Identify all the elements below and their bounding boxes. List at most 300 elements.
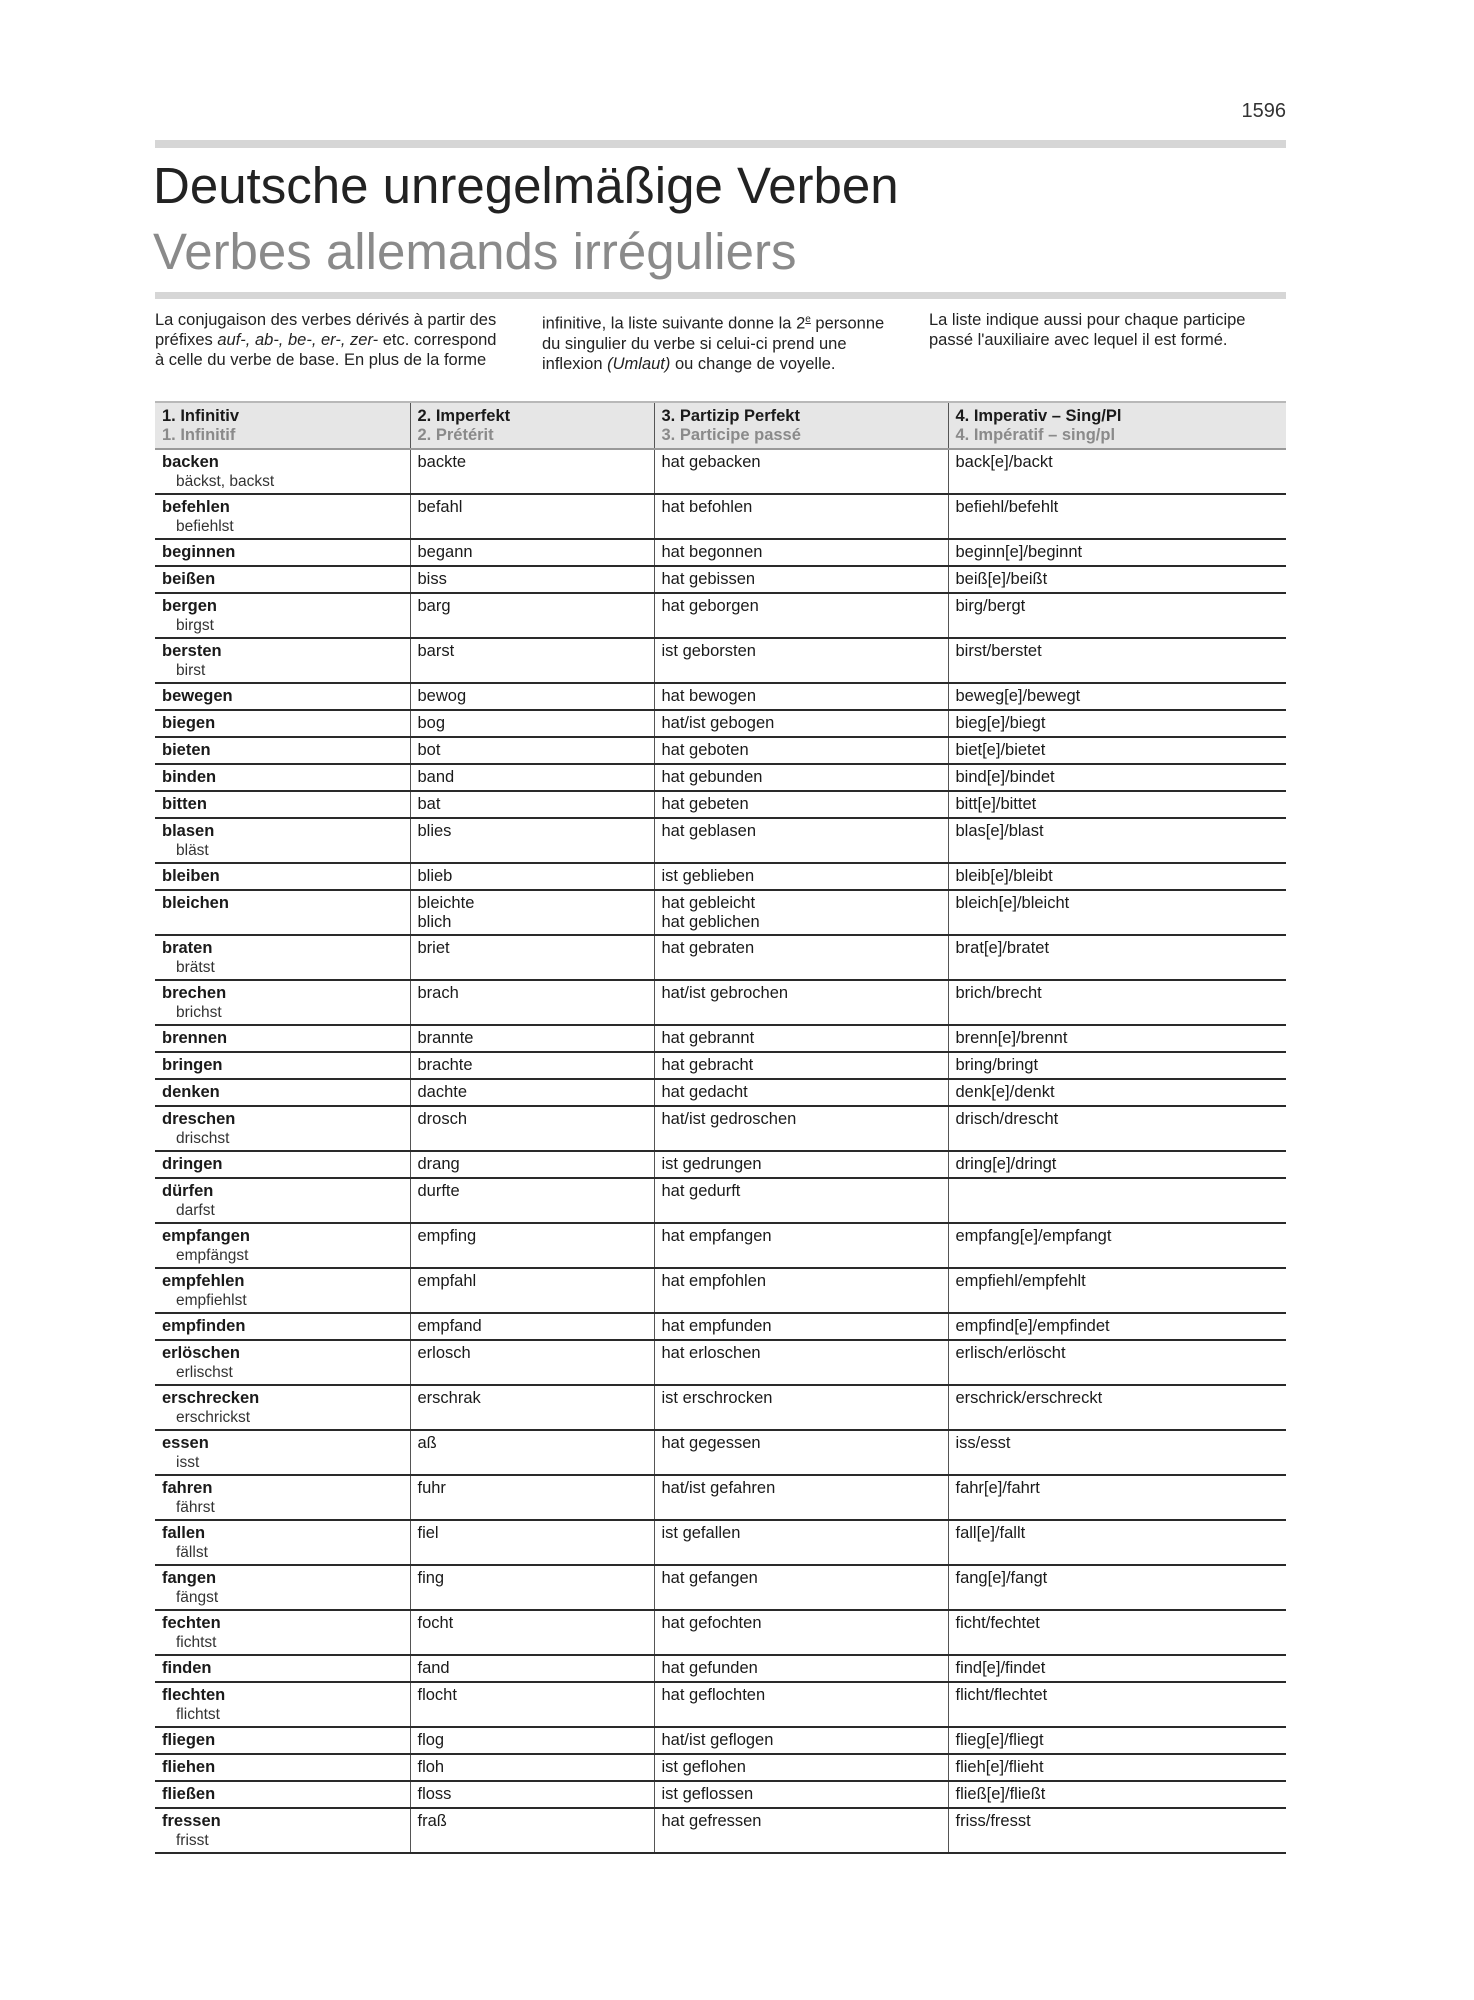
- page-title-german: Deutsche unregelmäßige Verben: [153, 157, 899, 214]
- imperfect-form: erlosch: [417, 1344, 471, 1362]
- table-row: [155, 818, 1286, 863]
- table-row: [155, 1025, 1286, 1052]
- cell-imperative: [948, 980, 1286, 1025]
- cell-imperative: [948, 737, 1286, 764]
- cell-infinitive: [155, 1178, 410, 1223]
- cell-infinitive: [155, 1025, 410, 1052]
- cell-infinitive: [155, 980, 410, 1025]
- cell-imperfect: [410, 449, 654, 494]
- imperative-form: iss/esst: [955, 1434, 1011, 1452]
- cell-infinitive: [155, 539, 410, 566]
- participle-form: hat gebleicht: [661, 894, 756, 912]
- cell-imperative: [948, 1106, 1286, 1151]
- cell-infinitive: [155, 1475, 410, 1520]
- cell-imperative: [948, 1610, 1286, 1655]
- intro-text-part: La conjugaison des verbes dérivés à partir des préfixes: [155, 311, 497, 349]
- cell-infinitive: [155, 1268, 410, 1313]
- imperfect-form: dachte: [417, 1083, 468, 1101]
- table-row: [155, 1754, 1286, 1781]
- cell-infinitive: [155, 1781, 410, 1808]
- table-row: [155, 449, 1286, 494]
- imperative-form: flicht/flechtet: [955, 1686, 1048, 1704]
- table-row: [155, 863, 1286, 890]
- table-row: [155, 1268, 1286, 1313]
- cell-imperfect: [410, 683, 654, 710]
- table-row: [155, 935, 1286, 980]
- cell-infinitive: [155, 1655, 410, 1682]
- cell-imperfect: [410, 1151, 654, 1178]
- cell-participle: [654, 764, 948, 791]
- table-row: [155, 1052, 1286, 1079]
- table-row: [155, 1106, 1286, 1151]
- cell-imperfect: [410, 980, 654, 1025]
- cell-infinitive: [155, 1610, 410, 1655]
- imperfect-form: briet: [417, 939, 450, 957]
- imperfect-form: drosch: [417, 1110, 468, 1128]
- cell-imperfect: [410, 1106, 654, 1151]
- verb-infinitive: flechten: [162, 1686, 226, 1704]
- cell-infinitive: [155, 1754, 410, 1781]
- verb-infinitive: brennen: [162, 1029, 228, 1047]
- cell-participle: [654, 863, 948, 890]
- cell-infinitive: [155, 1520, 410, 1565]
- cell-participle: [654, 980, 948, 1025]
- intro-column-3: La liste indique aussi pour chaque participe passé l'auxiliaire avec lequel il est formé.: [929, 311, 1246, 349]
- verb-infinitive: bleichen: [162, 894, 229, 912]
- cell-participle: [654, 935, 948, 980]
- verb-second-person: empfängst: [176, 1247, 249, 1264]
- cell-imperfect: [410, 494, 654, 539]
- cell-imperative: [948, 1754, 1286, 1781]
- cell-imperative: [948, 1565, 1286, 1610]
- imperfect-form: erschrak: [417, 1389, 481, 1407]
- intro-superscript: e: [805, 314, 811, 325]
- cell-imperative: [948, 764, 1286, 791]
- table-row: [155, 1610, 1286, 1655]
- participle-form: hat erloschen: [661, 1344, 761, 1362]
- imperfect-form: empfand: [417, 1317, 482, 1335]
- table-row: [155, 1808, 1286, 1853]
- cell-imperative: [948, 1052, 1286, 1079]
- participle-form: hat gebracht: [661, 1056, 754, 1074]
- cell-participle: [654, 638, 948, 683]
- table-row: [155, 1385, 1286, 1430]
- verb-infinitive: bitten: [162, 795, 207, 813]
- imperative-form: bitt[e]/bittet: [955, 795, 1037, 813]
- imperative-form: beiß[e]/beißt: [955, 570, 1048, 588]
- imperative-form: befiehl/befehlt: [955, 498, 1059, 516]
- verb-infinitive: empfinden: [162, 1317, 246, 1335]
- imperative-form: back[e]/backt: [955, 453, 1053, 471]
- imperative-form: bieg[e]/biegt: [955, 714, 1046, 732]
- table-row: [155, 1178, 1286, 1223]
- header-imperative: [948, 402, 1286, 449]
- cell-infinitive: [155, 710, 410, 737]
- cell-imperative: [948, 1151, 1286, 1178]
- cell-participle: [654, 683, 948, 710]
- cell-imperfect: [410, 1025, 654, 1052]
- imperfect-form: blich: [417, 913, 452, 931]
- participle-form: hat gebissen: [661, 570, 756, 588]
- cell-imperative: [948, 1682, 1286, 1727]
- cell-imperative: [948, 935, 1286, 980]
- table-row: [155, 1655, 1286, 1682]
- imperative-form: empfiehl/empfehlt: [955, 1272, 1086, 1290]
- verb-infinitive: biegen: [162, 714, 216, 732]
- cell-imperative: [948, 1430, 1286, 1475]
- cell-infinitive: [155, 890, 410, 935]
- header-fr: 1. Infinitif: [162, 426, 236, 444]
- participle-form: hat gefressen: [661, 1812, 762, 1830]
- cell-participle: [654, 1385, 948, 1430]
- table-row: [155, 1340, 1286, 1385]
- table-row: [155, 494, 1286, 539]
- table-row: [155, 1223, 1286, 1268]
- participle-form: hat empfangen: [661, 1227, 772, 1245]
- cell-participle: [654, 1754, 948, 1781]
- verb-second-person: erlischst: [176, 1364, 233, 1381]
- intro-text: [155, 310, 1286, 374]
- imperfect-form: fraß: [417, 1812, 447, 1830]
- header-imperfect: [410, 402, 654, 449]
- imperative-form: brenn[e]/brennt: [955, 1029, 1068, 1047]
- participle-form: hat empfohlen: [661, 1272, 767, 1290]
- participle-form: ist gedrungen: [661, 1155, 762, 1173]
- verb-second-person: fängst: [176, 1589, 219, 1606]
- cell-imperative: [948, 539, 1286, 566]
- cell-participle: [654, 791, 948, 818]
- cell-imperative: [948, 863, 1286, 890]
- verb-second-person: brichst: [176, 1004, 222, 1021]
- table-row: [155, 593, 1286, 638]
- cell-participle: [654, 710, 948, 737]
- cell-imperfect: [410, 1430, 654, 1475]
- cell-infinitive: [155, 1727, 410, 1754]
- imperfect-form: befahl: [417, 498, 463, 516]
- cell-participle: [654, 1781, 948, 1808]
- cell-imperative: [948, 710, 1286, 737]
- cell-infinitive: [155, 1682, 410, 1727]
- header-rule-top: [155, 140, 1286, 148]
- cell-infinitive: [155, 449, 410, 494]
- cell-imperative: [948, 1340, 1286, 1385]
- verb-infinitive: bieten: [162, 741, 211, 759]
- table-row: [155, 1565, 1286, 1610]
- imperative-form: biet[e]/bietet: [955, 741, 1046, 759]
- imperfect-form: floss: [417, 1785, 452, 1803]
- intro-column-2: [542, 310, 897, 374]
- table-row: [155, 638, 1286, 683]
- verb-infinitive: braten: [162, 939, 213, 957]
- cell-infinitive: [155, 1808, 410, 1853]
- imperative-form: flieg[e]/fliegt: [955, 1731, 1044, 1749]
- imperfect-form: bog: [417, 714, 446, 732]
- cell-infinitive: [155, 1340, 410, 1385]
- cell-imperfect: [410, 1655, 654, 1682]
- participle-form: ist geborsten: [661, 642, 756, 660]
- participle-form: hat gefangen: [661, 1569, 758, 1587]
- verb-second-person: brätst: [176, 959, 215, 976]
- imperfect-form: fing: [417, 1569, 445, 1587]
- participle-form: hat gedurft: [661, 1182, 741, 1200]
- cell-imperfect: [410, 593, 654, 638]
- cell-infinitive: [155, 1106, 410, 1151]
- imperfect-form: empfahl: [417, 1272, 477, 1290]
- cell-imperfect: [410, 539, 654, 566]
- cell-imperfect: [410, 1052, 654, 1079]
- imperative-form: brich/brecht: [955, 984, 1042, 1002]
- cell-infinitive: [155, 764, 410, 791]
- verb-second-person: empfiehlst: [176, 1292, 247, 1309]
- imperative-form: blas[e]/blast: [955, 822, 1044, 840]
- imperative-form: bleib[e]/bleibt: [955, 867, 1053, 885]
- cell-imperative: [948, 566, 1286, 593]
- header-participle: [654, 402, 948, 449]
- cell-infinitive: [155, 1313, 410, 1340]
- imperative-form: beginn[e]/beginnt: [955, 543, 1083, 561]
- imperfect-form: fiel: [417, 1524, 439, 1542]
- imperative-form: fließ[e]/fließt: [955, 1785, 1046, 1803]
- cell-imperative: [948, 683, 1286, 710]
- imperfect-form: bleichte: [417, 894, 475, 912]
- cell-imperfect: [410, 1178, 654, 1223]
- cell-participle: [654, 1079, 948, 1106]
- imperfect-form: empfing: [417, 1227, 477, 1245]
- header-de: 4. Imperativ – Sing/Pl: [955, 407, 1122, 425]
- imperative-form: ficht/fechtet: [955, 1614, 1040, 1632]
- verb-infinitive: finden: [162, 1659, 212, 1677]
- imperative-form: fahr[e]/fahrt: [955, 1479, 1040, 1497]
- cell-participle: [654, 1655, 948, 1682]
- verb-infinitive: brechen: [162, 984, 227, 1002]
- table-row: [155, 980, 1286, 1025]
- participle-form: hat/ist gebrochen: [661, 984, 789, 1002]
- cell-imperative: [948, 1808, 1286, 1853]
- cell-imperfect: [410, 1754, 654, 1781]
- imperative-form: fang[e]/fangt: [955, 1569, 1048, 1587]
- cell-imperfect: [410, 1682, 654, 1727]
- cell-participle: [654, 1106, 948, 1151]
- verb-infinitive: fahren: [162, 1479, 213, 1497]
- page-number: 1596: [1241, 100, 1286, 122]
- cell-participle: [654, 890, 948, 935]
- imperative-form: bind[e]/bindet: [955, 768, 1055, 786]
- cell-infinitive: [155, 1565, 410, 1610]
- imperative-form: erschrick/erschreckt: [955, 1389, 1103, 1407]
- imperfect-form: barst: [417, 642, 455, 660]
- participle-form: hat gedacht: [661, 1083, 748, 1101]
- imperfect-form: aß: [417, 1434, 437, 1452]
- header-fr: 4. Impératif – sing/pl: [955, 426, 1116, 444]
- verb-second-person: bäckst, backst: [176, 473, 275, 490]
- table-row: [155, 737, 1286, 764]
- verb-infinitive: binden: [162, 768, 217, 786]
- imperative-form: dring[e]/dringt: [955, 1155, 1057, 1173]
- irregular-verbs-table: [155, 401, 1286, 1854]
- cell-imperfect: [410, 1565, 654, 1610]
- table-row: [155, 890, 1286, 935]
- cell-imperative: [948, 494, 1286, 539]
- imperative-form: drisch/drescht: [955, 1110, 1059, 1128]
- participle-form: hat gebraten: [661, 939, 755, 957]
- intro-text-part: personne du singulier du verbe si celui-ci prend une inflexion: [542, 314, 885, 373]
- verb-infinitive: erschrecken: [162, 1389, 260, 1407]
- imperfect-form: focht: [417, 1614, 454, 1632]
- table-row: [155, 791, 1286, 818]
- imperfect-form: backte: [417, 453, 467, 471]
- verb-second-person: darfst: [176, 1202, 215, 1219]
- participle-form: hat gebrannt: [661, 1029, 755, 1047]
- verb-second-person: erschrickst: [176, 1409, 251, 1426]
- cell-imperative: [948, 1025, 1286, 1052]
- verb-infinitive: empfehlen: [162, 1272, 245, 1290]
- cell-imperfect: [410, 764, 654, 791]
- participle-form: hat/ist gebogen: [661, 714, 775, 732]
- imperfect-form: brach: [417, 984, 459, 1002]
- imperative-form: bleich[e]/bleicht: [955, 894, 1070, 912]
- cell-imperfect: [410, 791, 654, 818]
- verb-second-person: drischst: [176, 1130, 230, 1147]
- verb-second-person: frisst: [176, 1832, 209, 1849]
- cell-imperfect: [410, 818, 654, 863]
- verb-infinitive: fressen: [162, 1812, 221, 1830]
- cell-imperfect: [410, 1385, 654, 1430]
- cell-infinitive: [155, 1223, 410, 1268]
- participle-form: hat begonnen: [661, 543, 763, 561]
- imperative-form: brat[e]/bratet: [955, 939, 1050, 957]
- imperative-form: empfind[e]/empfindet: [955, 1317, 1110, 1335]
- participle-form: hat gefochten: [661, 1614, 762, 1632]
- imperfect-form: flog: [417, 1731, 445, 1749]
- participle-form: hat/ist gedroschen: [661, 1110, 797, 1128]
- participle-form: hat geblichen: [661, 913, 760, 931]
- participle-form: hat geborgen: [661, 597, 759, 615]
- table-row: [155, 683, 1286, 710]
- imperfect-form: blies: [417, 822, 452, 840]
- cell-imperative: [948, 1268, 1286, 1313]
- cell-infinitive: [155, 593, 410, 638]
- cell-participle: [654, 1475, 948, 1520]
- imperative-form: flieh[e]/flieht: [955, 1758, 1044, 1776]
- cell-infinitive: [155, 1385, 410, 1430]
- verb-infinitive: essen: [162, 1434, 209, 1452]
- verb-second-person: befiehlst: [176, 518, 234, 535]
- cell-participle: [654, 1268, 948, 1313]
- participle-form: hat/ist geflogen: [661, 1731, 774, 1749]
- cell-participle: [654, 449, 948, 494]
- cell-imperative: [948, 638, 1286, 683]
- header-de: 3. Partizip Perfekt: [661, 407, 800, 425]
- cell-imperative: [948, 1727, 1286, 1754]
- cell-imperfect: [410, 710, 654, 737]
- cell-participle: [654, 593, 948, 638]
- cell-participle: [654, 1808, 948, 1853]
- cell-imperative: [948, 1079, 1286, 1106]
- verb-second-person: birgst: [176, 617, 214, 634]
- cell-infinitive: [155, 683, 410, 710]
- cell-imperfect: [410, 1268, 654, 1313]
- cell-imperative: [948, 1178, 1286, 1223]
- cell-imperfect: [410, 1808, 654, 1853]
- cell-imperative: [948, 1223, 1286, 1268]
- cell-imperfect: [410, 1313, 654, 1340]
- verb-infinitive: bringen: [162, 1056, 223, 1074]
- participle-form: hat gebacken: [661, 453, 761, 471]
- table-row: [155, 1781, 1286, 1808]
- imperative-form: find[e]/findet: [955, 1659, 1046, 1677]
- cell-participle: [654, 1178, 948, 1223]
- header-de: 2. Imperfekt: [417, 407, 511, 425]
- header-fr: 3. Participe passé: [661, 426, 801, 444]
- cell-imperative: [948, 1781, 1286, 1808]
- verb-infinitive: beißen: [162, 570, 216, 588]
- cell-infinitive: [155, 494, 410, 539]
- verb-infinitive: fließen: [162, 1785, 216, 1803]
- cell-participle: [654, 1052, 948, 1079]
- verb-second-person: fällst: [176, 1544, 208, 1561]
- cell-imperative: [948, 818, 1286, 863]
- cell-infinitive: [155, 566, 410, 593]
- verb-infinitive: beginnen: [162, 543, 236, 561]
- participle-form: hat gegessen: [661, 1434, 761, 1452]
- table-row: [155, 1079, 1286, 1106]
- verb-infinitive: denken: [162, 1083, 220, 1101]
- cell-participle: [654, 1565, 948, 1610]
- verb-infinitive: fliehen: [162, 1758, 216, 1776]
- cell-imperative: [948, 890, 1286, 935]
- imperfect-form: biss: [417, 570, 447, 588]
- participle-form: ist geflohen: [661, 1758, 746, 1776]
- imperfect-form: bewog: [417, 687, 467, 705]
- verb-infinitive: fangen: [162, 1569, 217, 1587]
- header-fr: 2. Prétérit: [417, 426, 494, 444]
- cell-imperfect: [410, 1340, 654, 1385]
- verb-infinitive: dreschen: [162, 1110, 236, 1128]
- cell-participle: [654, 1223, 948, 1268]
- verb-second-person: flichtst: [176, 1706, 220, 1723]
- cell-imperative: [948, 1313, 1286, 1340]
- imperative-form: friss/fresst: [955, 1812, 1031, 1830]
- cell-imperfect: [410, 890, 654, 935]
- cell-infinitive: [155, 1052, 410, 1079]
- table-header-row: [155, 402, 1286, 449]
- table-row: [155, 1727, 1286, 1754]
- imperative-form: bring/bringt: [955, 1056, 1039, 1074]
- imperative-form: denk[e]/denkt: [955, 1083, 1055, 1101]
- cell-imperfect: [410, 1781, 654, 1808]
- cell-imperative: [948, 593, 1286, 638]
- imperative-form: fall[e]/fallt: [955, 1524, 1026, 1542]
- verb-infinitive: bersten: [162, 642, 222, 660]
- participle-form: hat gefunden: [661, 1659, 758, 1677]
- cell-imperative: [948, 1655, 1286, 1682]
- cell-participle: [654, 1025, 948, 1052]
- cell-participle: [654, 1520, 948, 1565]
- imperfect-form: begann: [417, 543, 473, 561]
- table-row: [155, 764, 1286, 791]
- table-row: [155, 1520, 1286, 1565]
- intro-prefixes: auf-, ab-, be-, er-, zer-: [217, 331, 379, 349]
- imperfect-form: blieb: [417, 867, 453, 885]
- imperfect-form: brannte: [417, 1029, 474, 1047]
- imperfect-form: flocht: [417, 1686, 457, 1704]
- participle-form: hat empfunden: [661, 1317, 772, 1335]
- verb-infinitive: dürfen: [162, 1182, 214, 1200]
- cell-imperfect: [410, 1223, 654, 1268]
- cell-infinitive: [155, 818, 410, 863]
- cell-imperative: [948, 1475, 1286, 1520]
- participle-form: hat geflochten: [661, 1686, 766, 1704]
